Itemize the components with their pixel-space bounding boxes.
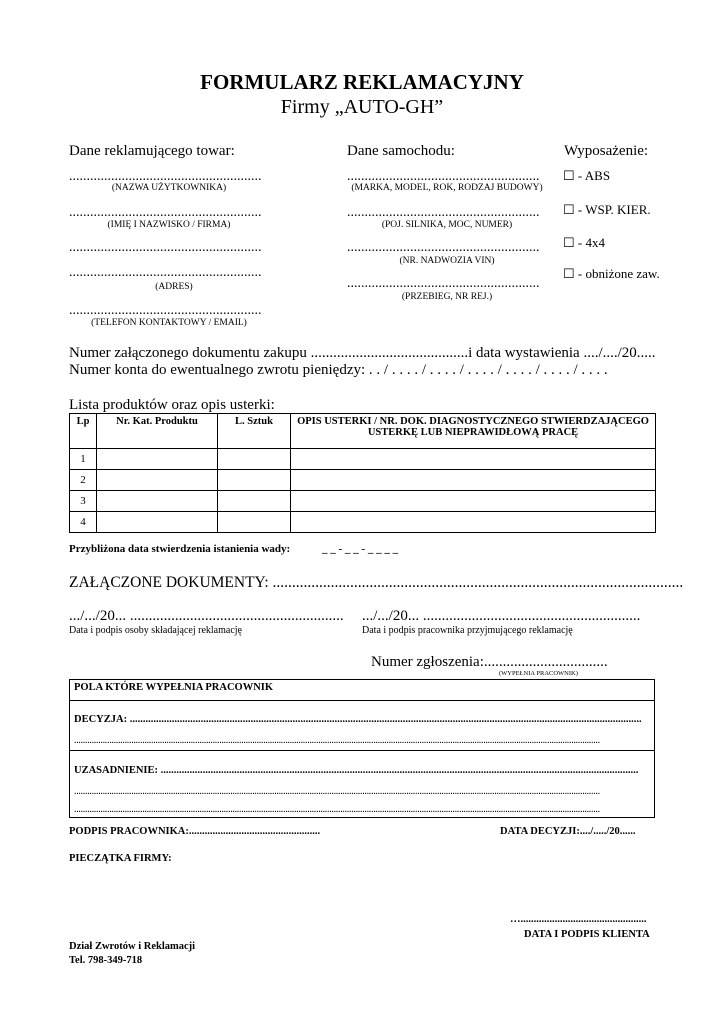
attached-documents-line[interactable]: ZAŁĄCZONE DOKUMENTY: .......................................................................................................... bbox=[69, 574, 684, 591]
equipment-abs[interactable]: ☐ - ABS bbox=[563, 168, 611, 183]
bank-account-line[interactable]: Numer konta do ewentualnego zwrotu pieniędzy: . . / . . . . / . . . . / . . . . / . . . . / . . . . / . . . . bbox=[69, 362, 608, 378]
justification-field[interactable]: UZASADNIENIE: ...................................................................................................................................................................................... bbox=[74, 765, 639, 776]
claimant-heading: Dane reklamującego towar: bbox=[69, 143, 235, 159]
col-lp: Lp bbox=[70, 414, 97, 449]
table-row bbox=[70, 512, 656, 533]
claimant-address-caption: (ADRES) bbox=[155, 282, 193, 292]
equipment-4x4[interactable]: ☐ - 4x4 bbox=[563, 235, 605, 250]
footer-phone: Tel. 798-349-718 bbox=[69, 955, 143, 966]
table-row bbox=[70, 449, 656, 470]
justification-field-line-3[interactable]: ............................................................................................................................................................................................................................................... bbox=[74, 804, 600, 815]
table-cell[interactable] bbox=[291, 491, 656, 512]
checkbox-icon[interactable]: ☐ bbox=[563, 235, 575, 250]
claimant-username-field[interactable]: ....................................................... bbox=[69, 169, 262, 184]
divider bbox=[70, 750, 654, 751]
claim-number-note: (WYPEŁNIA PRACOWNIK) bbox=[499, 670, 578, 677]
justification-field-line-2[interactable]: ............................................................................................................................................................................................................................................... bbox=[74, 786, 600, 797]
vehicle-vin-field[interactable]: ....................................................... bbox=[347, 240, 540, 255]
products-label: Lista produktów oraz opis usterki: bbox=[69, 397, 275, 413]
client-signature-line[interactable]: …................................................ bbox=[510, 914, 647, 925]
vehicle-heading: Dane samochodu: bbox=[347, 143, 455, 159]
table-row bbox=[70, 470, 656, 491]
col-catalog-number: Nr. Kat. Produktu bbox=[97, 414, 218, 449]
checkbox-icon[interactable]: ☐ bbox=[563, 202, 575, 217]
table-row bbox=[70, 491, 656, 512]
table-cell[interactable] bbox=[97, 470, 218, 491]
client-signature-label: DATA I PODPIS KLIENTA bbox=[524, 929, 650, 940]
row-number: 1 bbox=[70, 449, 97, 470]
col-description: OPIS USTERKI / NR. DOK. DIAGNOSTYCZNEGO STWIERDZAJĄCEGO USTERKĘ LUB NIEPRAWIDŁOWĄ PRACĘ bbox=[291, 414, 656, 449]
row-number: 4 bbox=[70, 512, 97, 533]
table-cell[interactable] bbox=[97, 491, 218, 512]
checkbox-icon[interactable]: ☐ bbox=[563, 266, 575, 281]
vehicle-make-field[interactable]: ....................................................... bbox=[347, 169, 540, 184]
purchase-document-line[interactable]: Numer załączonego dokumentu zakupu ..........................................i data wystawienia ..../..../20..... bbox=[69, 345, 656, 361]
table-cell[interactable] bbox=[291, 512, 656, 533]
decision-field-continued[interactable]: ............................................................................................................................................................................................................................................... bbox=[74, 735, 600, 746]
vehicle-mileage-field[interactable]: ....................................................... bbox=[347, 276, 540, 291]
vehicle-engine-caption: (POJ. SILNIKA, MOC, NUMER) bbox=[381, 220, 513, 230]
equipment-heading: Wyposażenie: bbox=[564, 143, 649, 159]
company-stamp-label: PIECZĄTKA FIRMY: bbox=[69, 853, 172, 864]
form-subtitle: Firmy „AUTO-GH” bbox=[280, 96, 444, 118]
table-cell[interactable] bbox=[218, 512, 291, 533]
col-quantity: L. Sztuk bbox=[218, 414, 291, 449]
vehicle-engine-field[interactable]: ....................................................... bbox=[347, 205, 540, 220]
claimant-name-field[interactable]: ....................................................... bbox=[69, 205, 262, 220]
table-cell[interactable] bbox=[97, 512, 218, 533]
equipment-lowered-suspension[interactable]: ☐ - obniżone zaw. bbox=[563, 266, 660, 281]
claimant-signature-line[interactable]: .../.../20... ......................................................... bbox=[69, 608, 344, 624]
employee-section bbox=[69, 679, 655, 818]
claimant-signature-caption: Data i podpis osoby składającej reklamację bbox=[69, 625, 242, 636]
divider bbox=[70, 700, 654, 701]
approx-date-field[interactable]: _ _ - _ _ - _ _ _ _ bbox=[322, 543, 399, 555]
claimant-name-caption: (IMIĘ I NAZWISKO / FIRMA) bbox=[107, 220, 231, 230]
approx-date-label: Przybliżona data stwierdzenia istanienia wady: bbox=[69, 543, 291, 555]
vehicle-mileage-caption: (PRZEBIEG, NR REJ.) bbox=[401, 292, 493, 302]
form-title: FORMULARZ REKLAMACYJNY bbox=[200, 70, 524, 94]
claimant-username-caption: (NAZWA UŻYTKOWNIKA) bbox=[111, 183, 227, 193]
table-cell[interactable] bbox=[218, 470, 291, 491]
claimant-address-field-1[interactable]: ....................................................... bbox=[69, 240, 262, 255]
table-cell[interactable] bbox=[291, 470, 656, 491]
employee-signature-line[interactable]: PODPIS PRACOWNIKA:.................................................. bbox=[69, 826, 321, 837]
row-number: 3 bbox=[70, 491, 97, 512]
footer-department: Dział Zwrotów i Reklamacji bbox=[69, 941, 196, 952]
checkbox-icon[interactable]: ☐ bbox=[563, 168, 575, 183]
table-cell[interactable] bbox=[291, 449, 656, 470]
claimant-address-field-2[interactable]: ....................................................... bbox=[69, 265, 262, 280]
table-cell[interactable] bbox=[218, 491, 291, 512]
row-number: 2 bbox=[70, 470, 97, 491]
receiver-signature-line[interactable]: .../.../20... .......................................................... bbox=[362, 608, 641, 624]
vehicle-vin-caption: (NR. NADWOZIA VIN) bbox=[399, 256, 495, 266]
receiver-signature-caption: Data i podpis pracownika przyjmującego reklamację bbox=[362, 625, 573, 636]
table-cell[interactable] bbox=[97, 449, 218, 470]
products-table bbox=[69, 413, 656, 533]
claimant-contact-caption: (TELEFON KONTAKTOWY / EMAIL) bbox=[91, 318, 247, 328]
claimant-contact-field[interactable]: ....................................................... bbox=[69, 303, 262, 318]
employee-section-title: POLA KTÓRE WYPEŁNIA PRACOWNIK bbox=[74, 682, 274, 693]
decision-date-line[interactable]: DATA DECYZJI:..../...../20...... bbox=[500, 826, 636, 837]
vehicle-make-caption: (MARKA, MODEL, ROK, RODZAJ BUDOWY) bbox=[351, 183, 543, 193]
table-cell[interactable] bbox=[218, 449, 291, 470]
equipment-power-steering[interactable]: ☐ - WSP. KIER. bbox=[563, 202, 651, 217]
decision-field[interactable]: DECYZJA: ................................................................................................................................................................................................... bbox=[74, 714, 642, 725]
claim-number-line[interactable]: Numer zgłoszenia:................................. bbox=[371, 654, 608, 670]
